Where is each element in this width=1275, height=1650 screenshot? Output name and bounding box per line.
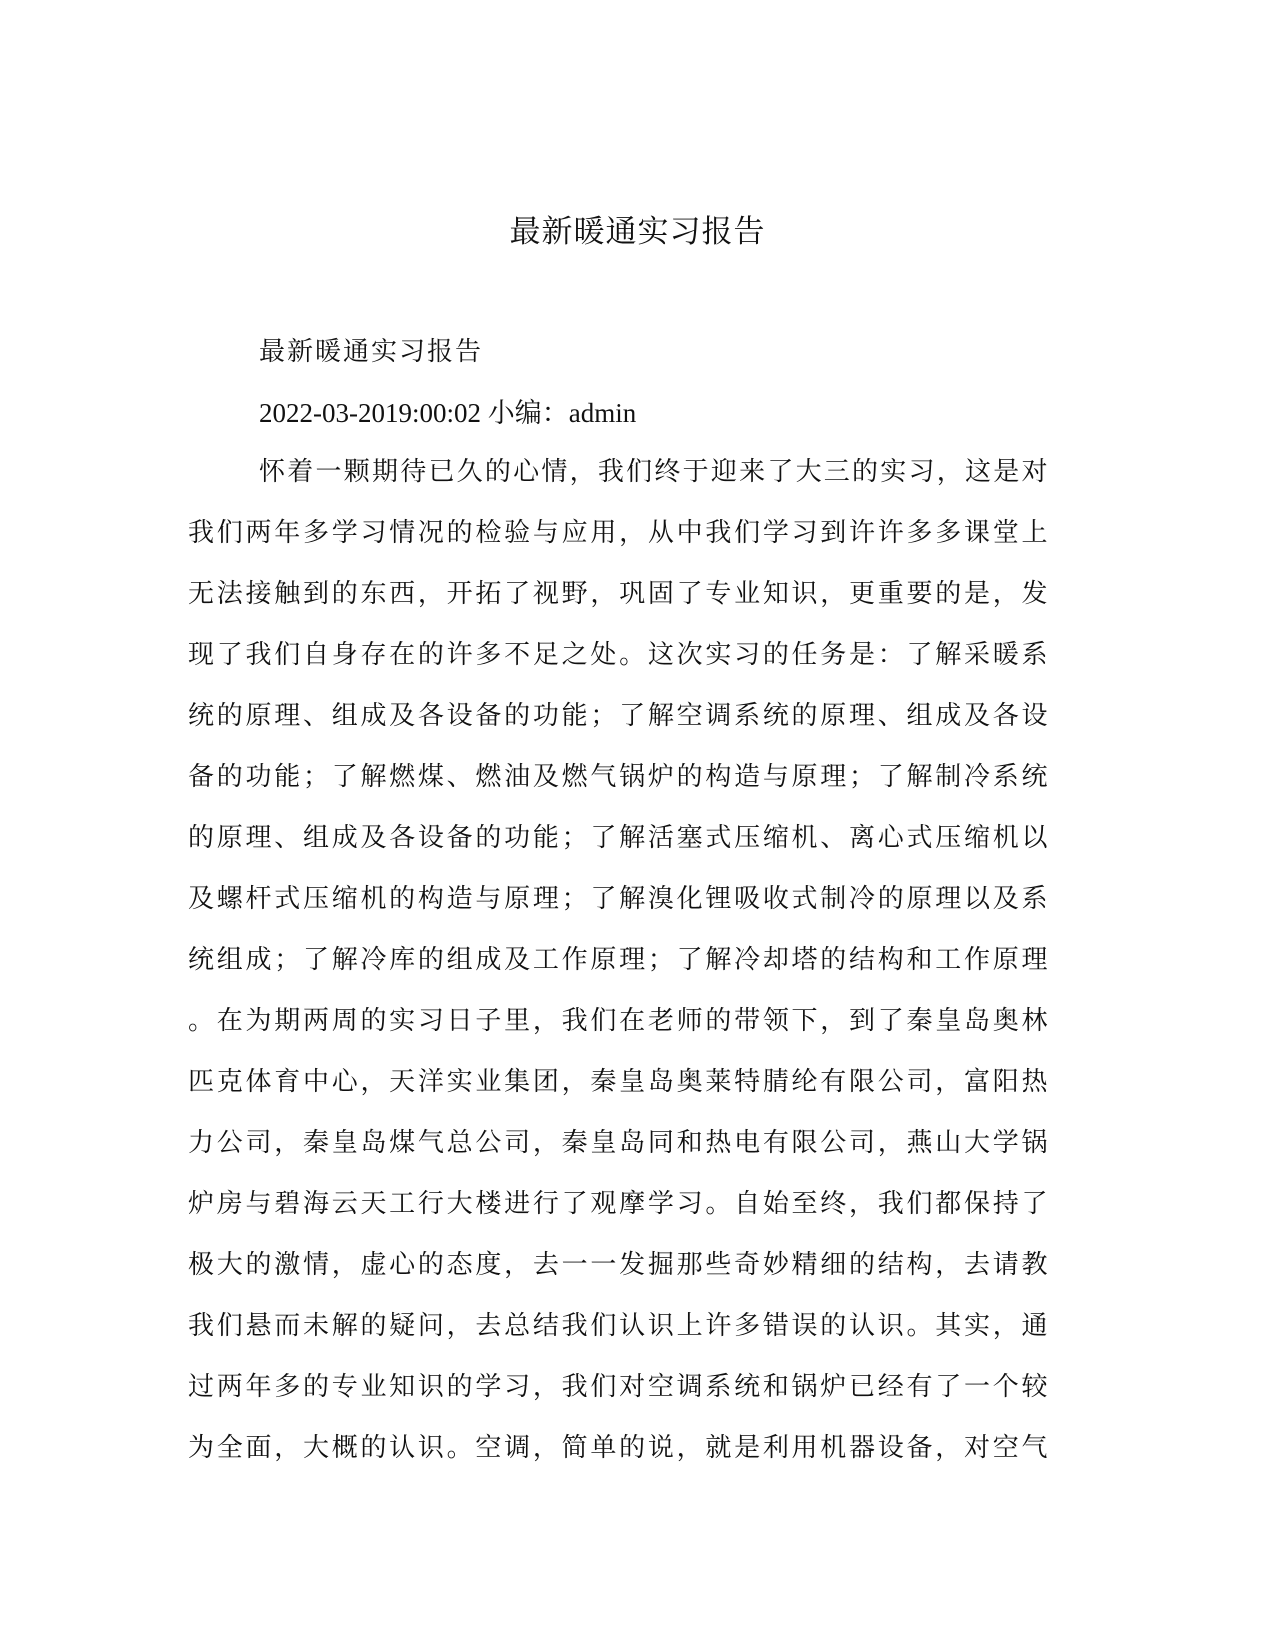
body-line: 我们悬而未解的疑问，去总结我们认识上许多错误的认识。其实，通 (188, 1311, 1048, 1341)
body-line: 极大的激情，虚心的态度，去一一发掘那些奇妙精细的结构，去请教 (188, 1250, 1048, 1280)
body-line: 炉房与碧海云天工行大楼进行了观摩学习。自始至终，我们都保持了 (188, 1189, 1048, 1219)
body-line: 的原理、组成及各设备的功能；了解活塞式压缩机、离心式压缩机以 (188, 823, 1048, 853)
body-line: 怀着一颗期待已久的心情，我们终于迎来了大三的实习，这是对 (259, 457, 1048, 487)
body-line: 我们两年多学习情况的检验与应用，从中我们学习到许许多多课堂上 (188, 518, 1048, 548)
body-line: 备的功能；了解燃煤、燃油及燃气锅炉的构造与原理；了解制冷系统 (188, 762, 1048, 792)
body-line: 无法接触到的东西，开拓了视野，巩固了专业知识，更重要的是，发 (188, 579, 1048, 609)
body-line: 为全面，大概的认识。空调，简单的说，就是利用机器设备，对空气 (188, 1433, 1048, 1463)
body-line: 力公司，秦皇岛煤气总公司，秦皇岛同和热电有限公司，燕山大学锅 (188, 1128, 1048, 1158)
document-title: 最新暖通实习报告 (509, 214, 766, 250)
body-line: 。在为期两周的实习日子里，我们在老师的带领下，到了秦皇岛奥林 (188, 1006, 1048, 1036)
document-subtitle: 最新暖通实习报告 (259, 337, 484, 367)
body-line: 现了我们自身存在的许多不足之处。这次实习的任务是：了解采暖系 (188, 640, 1048, 670)
body-line: 统组成；了解冷库的组成及工作原理；了解冷却塔的结构和工作原理 (188, 945, 1048, 975)
body-paragraph (188, 454, 1048, 1491)
body-line: 统的原理、组成及各设备的功能；了解空调系统的原理、组成及各设 (188, 701, 1048, 731)
body-line: 过两年多的专业知识的学习，我们对空调系统和锅炉已经有了一个较 (188, 1372, 1048, 1402)
date-author-line: 2022-03-2019:00:02 小编：admin (259, 398, 637, 428)
body-line: 及螺杆式压缩机的构造与原理；了解溴化锂吸收式制冷的原理以及系 (188, 884, 1048, 914)
body-line: 匹克体育中心，天洋实业集团，秦皇岛奥莱特腈纶有限公司，富阳热 (188, 1067, 1048, 1097)
